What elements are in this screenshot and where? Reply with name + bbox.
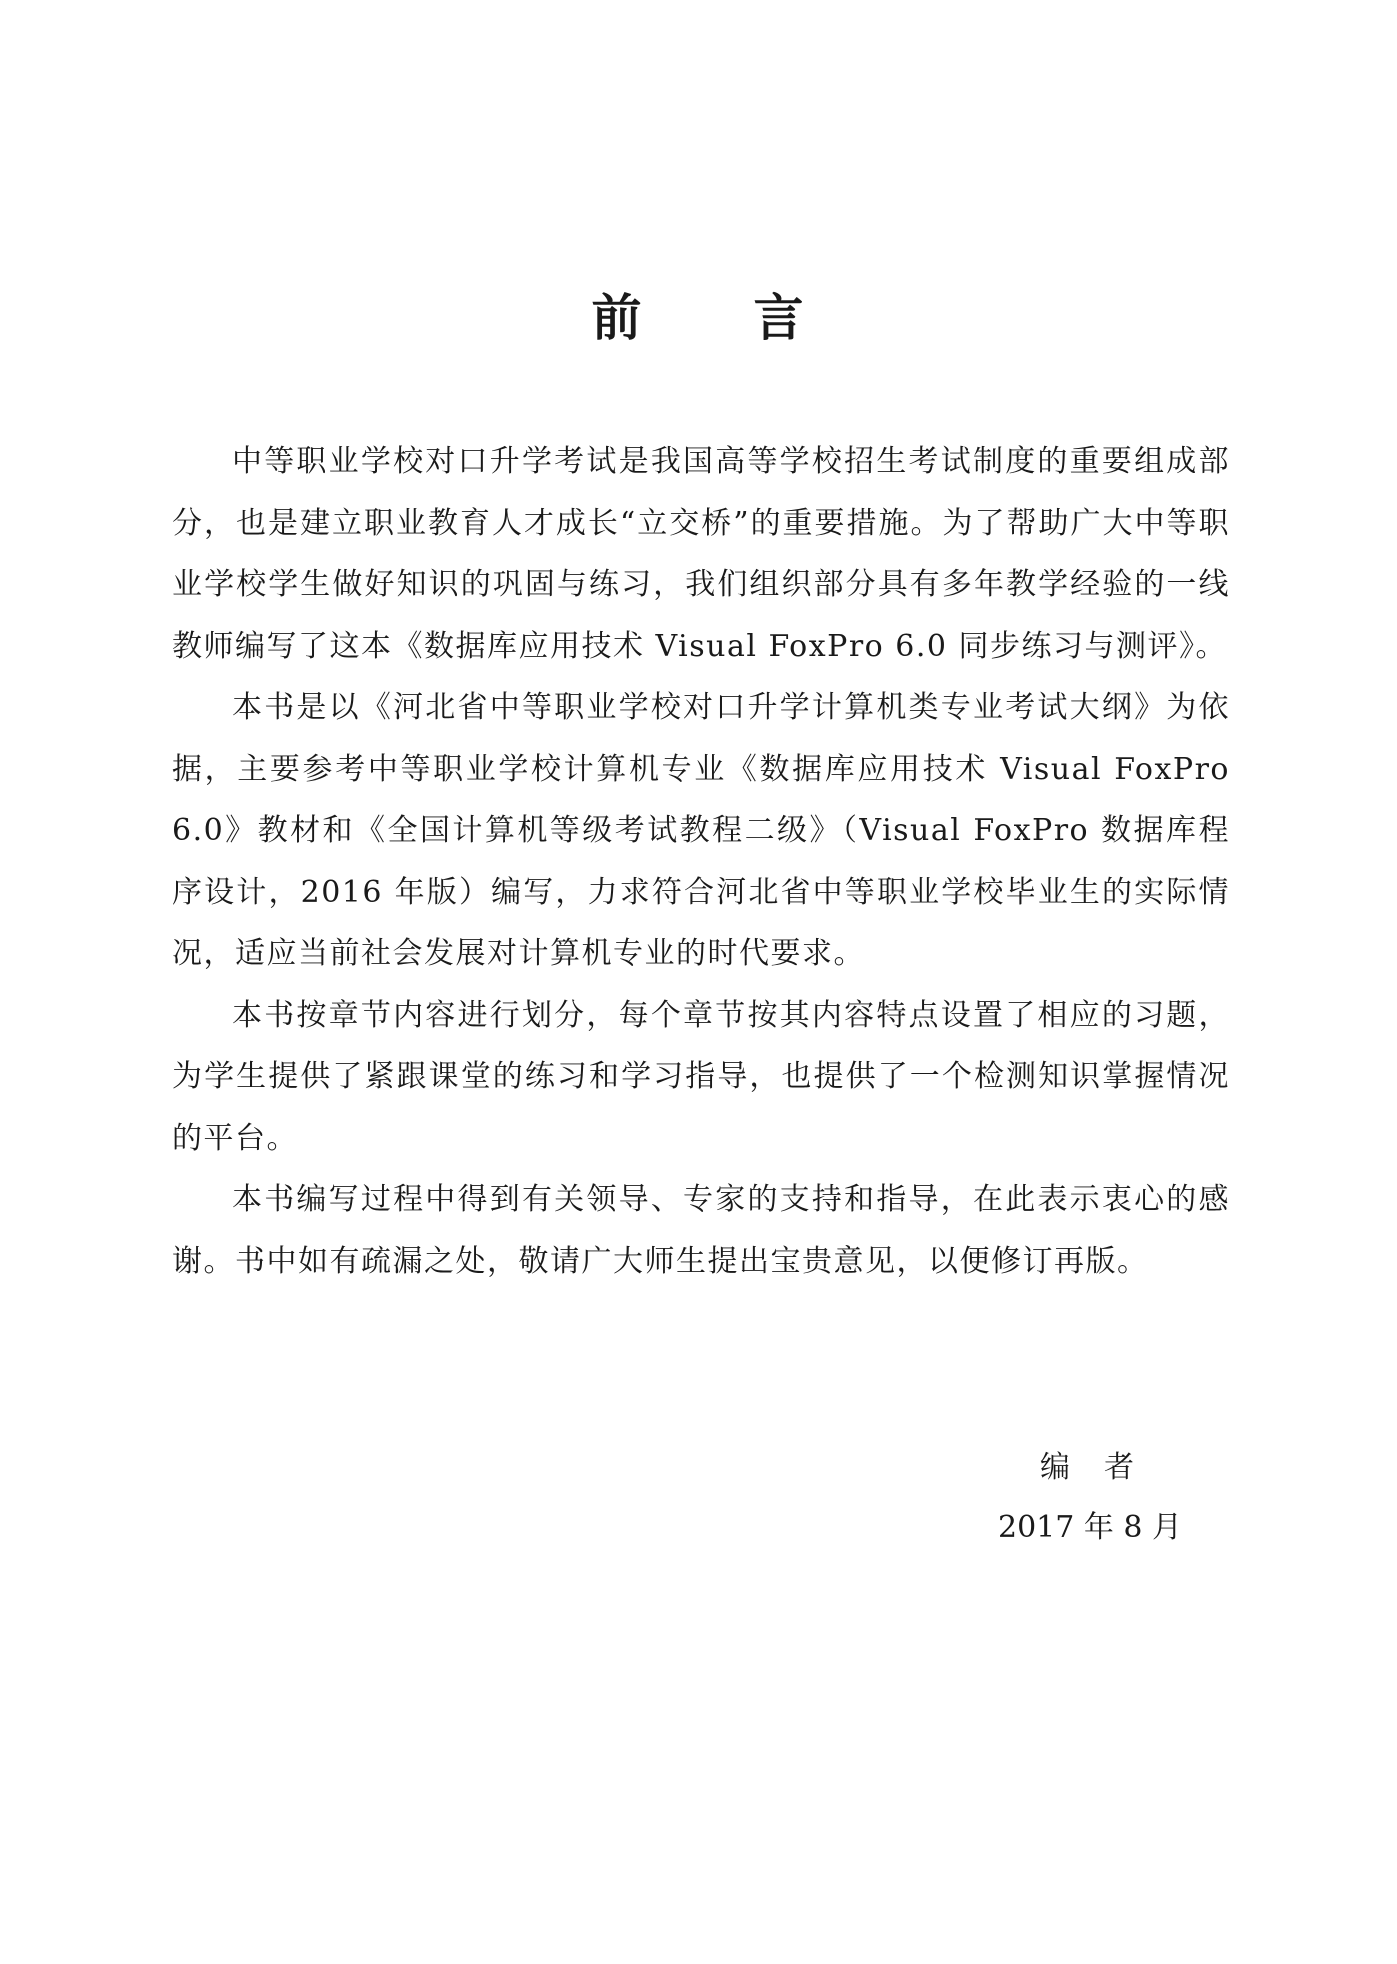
preface-body bbox=[172, 431, 1230, 1292]
signature-date: 2017 年 8 月 bbox=[998, 1510, 1183, 1545]
page-title bbox=[0, 288, 1397, 348]
signature-char-1: 编 bbox=[1040, 1450, 1070, 1485]
paragraph: 中等职业学校对口升学考试是我国高等学校招生考试制度的重要组成部分，也是建立职业教育人才成长“立交桥”的重要措施。为了帮助广大中等职业学校学生做好知识的巩固与练习，我们组织部分具有多年教学经验的一线教师编写了这本《数据库应用技术 Visual FoxPro 6.0 同步练习与测评》。 bbox=[172, 444, 1230, 664]
paragraph: 本书是以《河北省中等职业学校对口升学计算机类专业考试大纲》为依据，主要参考中等职业学校计算机专业《数据库应用技术 Visual FoxPro 6.0》教材和《全国计算机等级考试教程二级》（Visual FoxPro 数据库程序设计，2016 年版）编写，力求符合河北省中等职业学校毕业生的实际情况，适应当前社会发展对计算机专业的时代要求。 bbox=[172, 690, 1230, 971]
paragraph: 本书按章节内容进行划分，每个章节按其内容特点设置了相应的习题，为学生提供了紧跟课堂的练习和学习指导，也提供了一个检测知识掌握情况的平台。 bbox=[172, 997, 1230, 1156]
title-char-2: 言 bbox=[753, 288, 806, 347]
author-signature bbox=[1040, 1448, 1134, 1488]
signature-char-2: 者 bbox=[1104, 1450, 1134, 1485]
title-char-1: 前 bbox=[591, 288, 644, 347]
paragraph: 本书编写过程中得到有关领导、专家的支持和指导，在此表示衷心的感谢。书中如有疏漏之处，敬请广大师生提出宝贵意见，以便修订再版。 bbox=[172, 1182, 1230, 1279]
